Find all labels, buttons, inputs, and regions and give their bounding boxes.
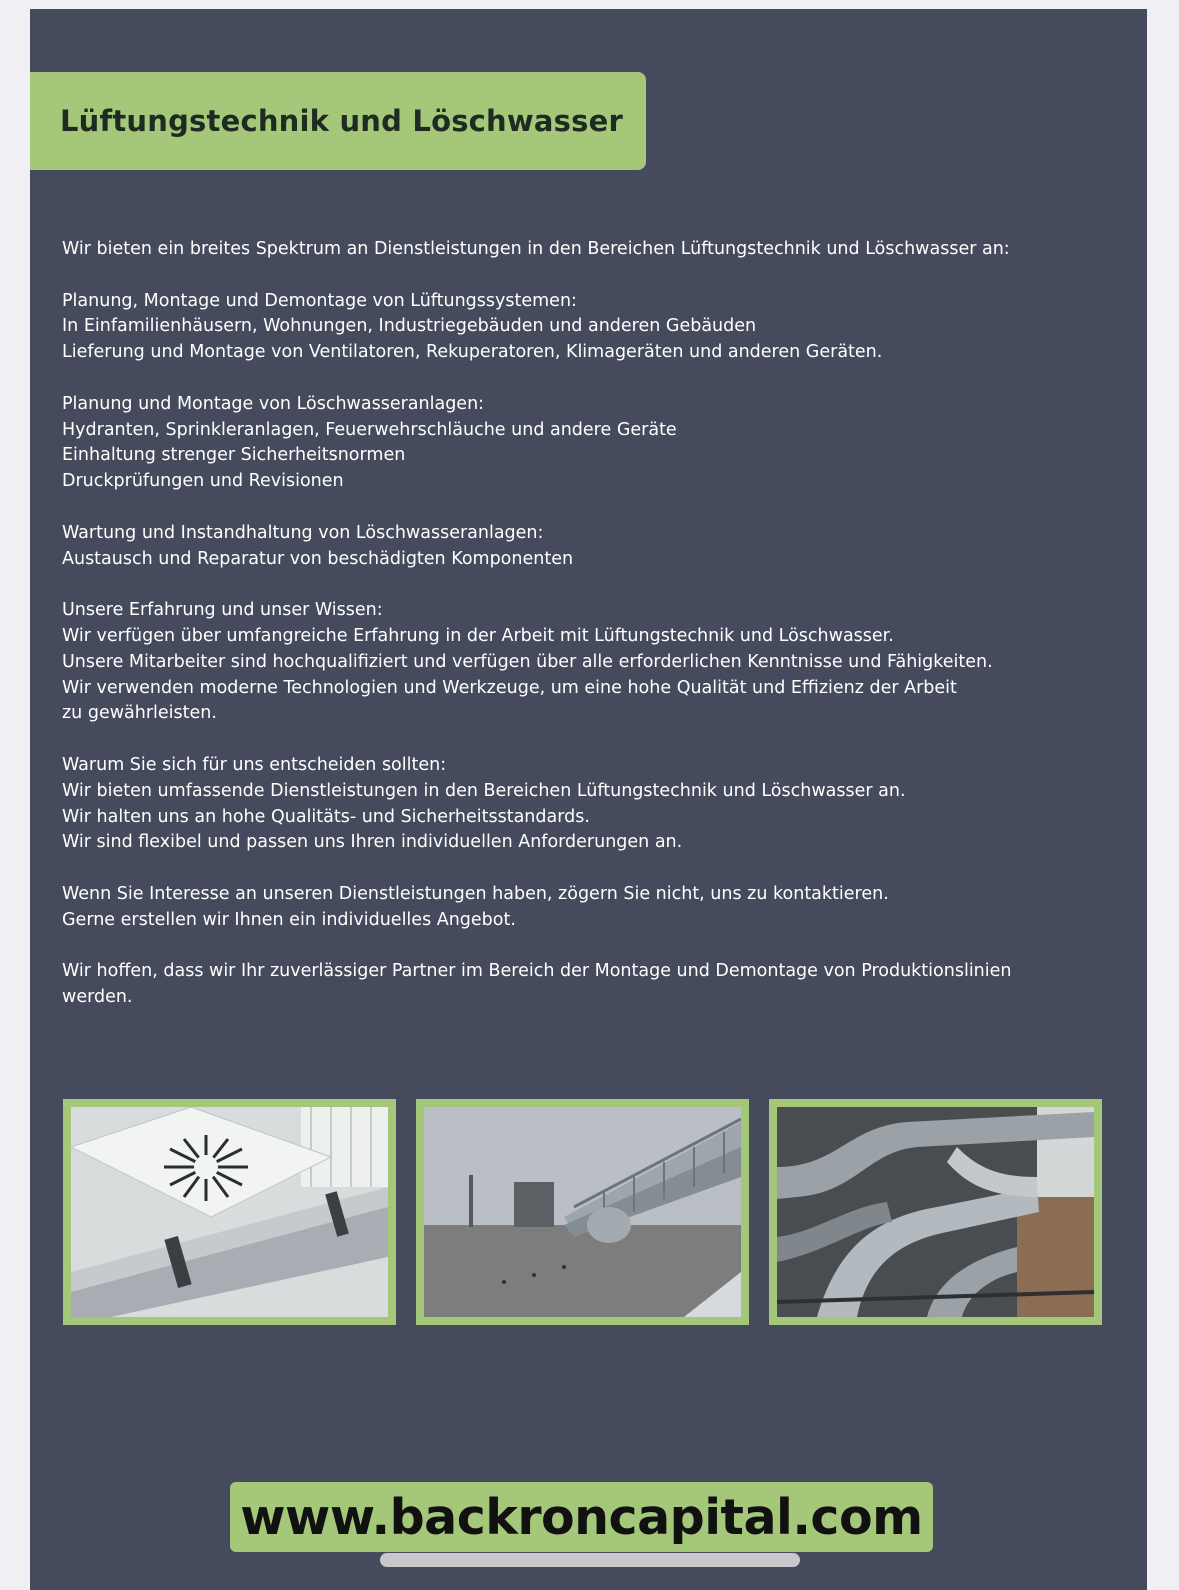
rooftop-ductwork-image [424,1107,741,1317]
section-line: Wir bieten umfassende Dienstleistungen in den Bereichen Lüftungstechnik und Löschwasser an. [62,780,906,801]
section-experience [62,598,1122,727]
page-title: Lüftungstechnik und Löschwasser [60,104,623,138]
section-heading: Planung und Montage von Löschwasseranlagen: [62,393,485,414]
section-line: Gerne erstellen wir Ihnen ein individuelles Angebot. [62,909,516,930]
section-line: Wir sind flexibel und passen uns Ihren individuellen Anforderungen an. [62,832,683,853]
section-ventilation [62,289,1122,366]
section-line: zu gewährleisten. [62,703,217,724]
section-contact [62,882,1122,934]
title-banner [30,72,646,170]
industrial-ductwork-photo [769,1099,1102,1325]
ceiling-diffuser-duct-photo [63,1099,396,1325]
section-line: Unsere Mitarbeiter sind hochqualifiziert und verfügen über alle erforderlichen Kenntnisse und Fähigkeiten. [62,651,993,672]
intro-line: Wir bieten ein breites Spektrum an Dienstleistungen in den Bereichen Lüftungstechnik und Löschwasser an: [62,239,1010,259]
photo-strip [63,1099,1148,1325]
section-line: werden. [62,987,133,1008]
section-line: Wir halten uns an hohe Qualitäts- und Sicherheitsstandards. [62,806,590,827]
section-line: Wenn Sie Interesse an unseren Dienstleistungen haben, zögern Sie nicht, uns zu kontaktieren. [62,883,889,904]
section-line: In Einfamilienhäusern, Wohnungen, Industriegebäuden und anderen Gebäuden [62,316,757,337]
section-heading: Planung, Montage und Demontage von Lüftungssystemen: [62,290,577,311]
section-line: Hydranten, Sprinkleranlagen, Feuerwehrschläuche und andere Geräte [62,419,677,440]
section-why-us [62,753,1122,856]
section-line: Druckprüfungen und Revisionen [62,471,344,492]
section-closing [62,959,1122,1011]
industrial-ductwork-image [777,1107,1094,1317]
intro-paragraph [62,237,1122,263]
section-maintenance [62,521,1122,573]
body-text [62,237,1122,1037]
section-fire-water [62,392,1122,495]
section-line: Wir verfügen über umfangreiche Erfahrung in der Arbeit mit Lüftungstechnik und Löschwasser. [62,625,894,646]
section-heading: Warum Sie sich für uns entscheiden sollten: [62,754,447,775]
section-heading: Wartung und Instandhaltung von Löschwasseranlagen: [62,522,544,543]
section-line: Wir verwenden moderne Technologien und Werkzeuge, um eine hohe Qualität und Effizienz der Arbeit [62,677,957,698]
website-banner[interactable] [230,1482,933,1552]
document-page [30,9,1147,1590]
ceiling-diffuser-image [71,1107,388,1317]
section-line: Wir hoffen, dass wir Ihr zuverlässiger Partner im Bereich der Montage und Demontage von Produktionslinien [62,961,1012,982]
website-url[interactable]: www.backroncapital.com [240,1488,923,1546]
section-line: Lieferung und Montage von Ventilatoren, Rekuperatoren, Klimageräten und anderen Geräten. [62,342,883,363]
section-line: Einhaltung strenger Sicherheitsnormen [62,445,406,466]
home-indicator[interactable] [380,1553,800,1567]
rooftop-ductwork-photo [416,1099,749,1325]
section-heading: Unsere Erfahrung und unser Wissen: [62,600,383,621]
section-line: Austausch und Reparatur von beschädigten Komponenten [62,548,574,569]
